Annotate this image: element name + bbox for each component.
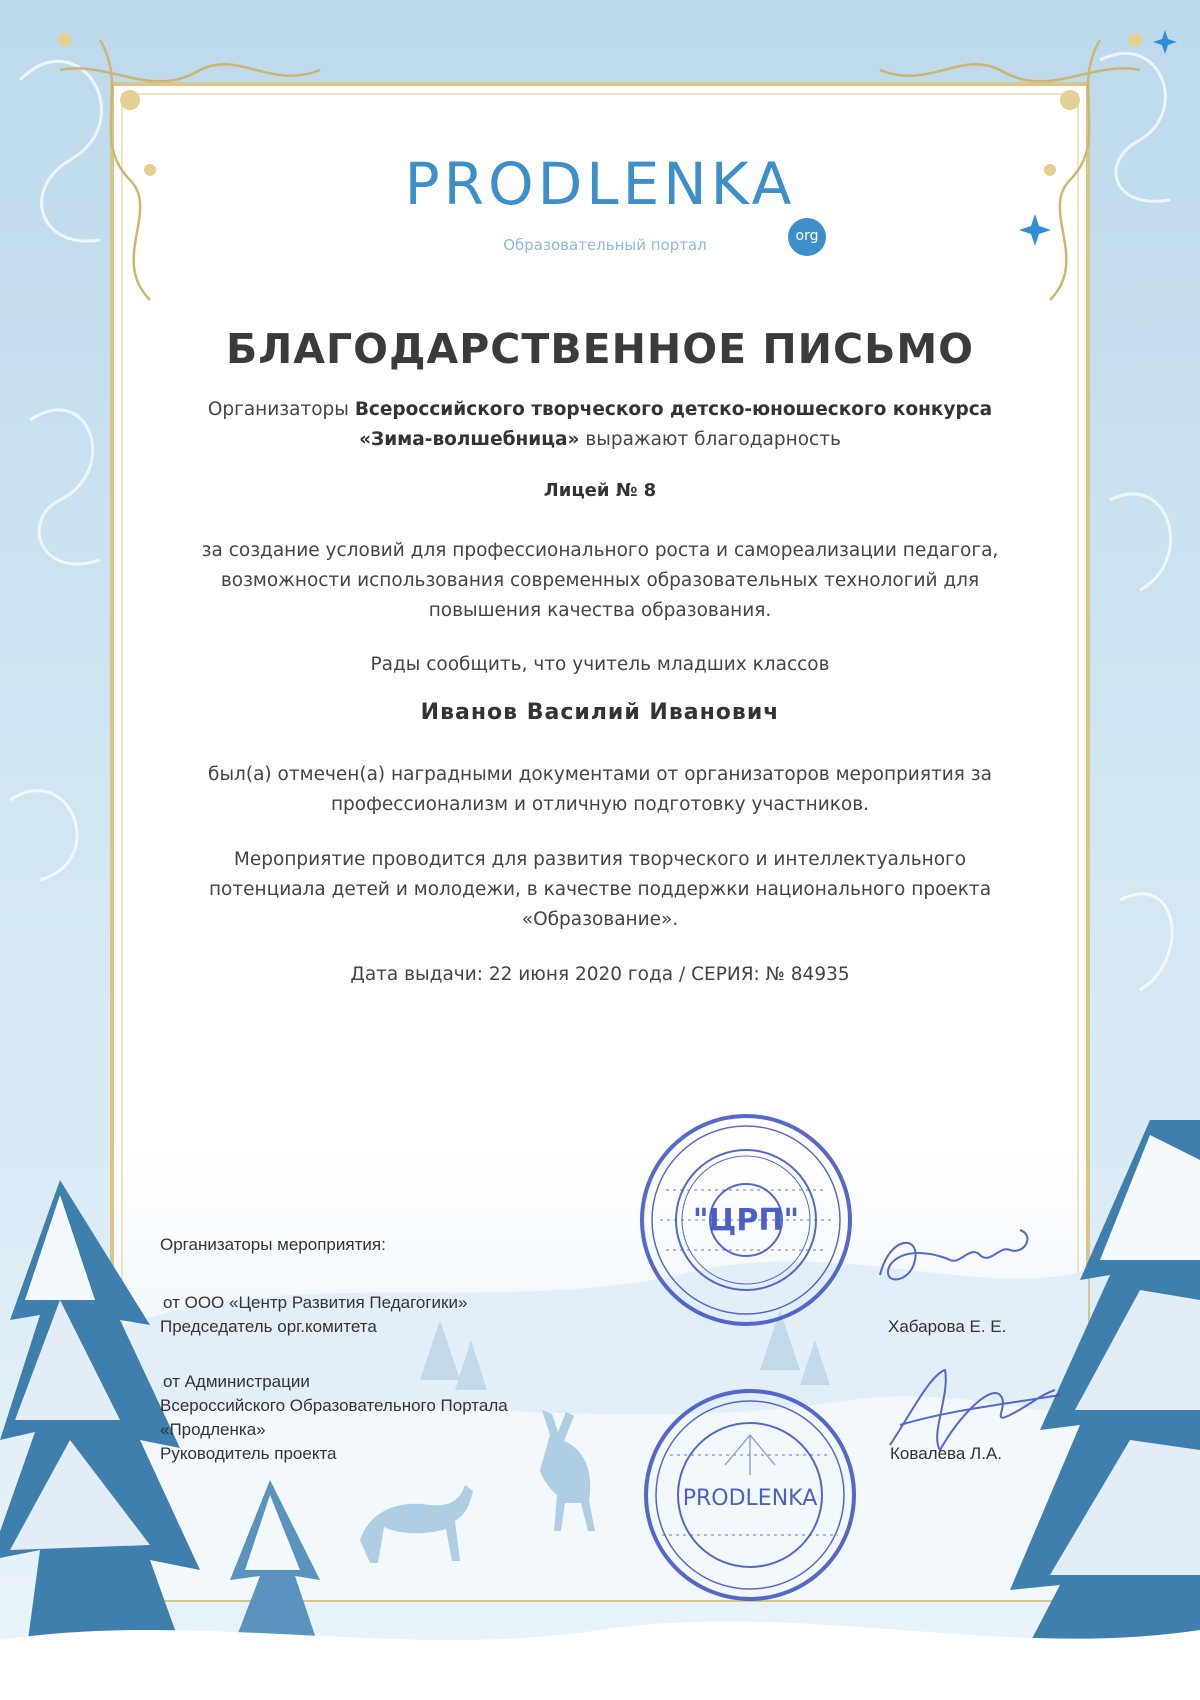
org2-signer: Ковалева Л.А. bbox=[890, 1444, 1002, 1463]
prodlenka-stamp-center: PRODLENKA bbox=[682, 1486, 818, 1511]
award-line: был(а) отмечен(а) наградными документами от организаторов мероприятия за bbox=[208, 764, 992, 785]
intro-paragraph bbox=[150, 395, 1050, 455]
reason-line: повышения качества образования. bbox=[428, 600, 772, 621]
recipient-organization: Лицей № 8 bbox=[543, 480, 657, 501]
org-domain-badge: org bbox=[788, 218, 826, 256]
org2-line3: «Продленка» bbox=[160, 1420, 266, 1439]
intro-suffix: выражают благодарность bbox=[585, 429, 841, 450]
org2-line4: Руководитель проекта bbox=[160, 1444, 337, 1463]
org2-line2: Всероссийского Образовательного Портала bbox=[160, 1396, 508, 1415]
reason-line: за создание условий для профессионального роста и самореализации педагога, bbox=[201, 540, 999, 561]
contest-name-line1: Всероссийского творческого детско-юношеского конкурса bbox=[354, 399, 993, 420]
letter-title: БЛАГОДАРСТВЕННОЕ ПИСЬМО bbox=[225, 325, 974, 373]
intro-prefix: Организаторы bbox=[207, 399, 349, 420]
signature-khabarova bbox=[860, 1215, 1050, 1305]
award-line: профессионализм и отличную подготовку участников. bbox=[330, 794, 870, 815]
purpose-line: потенциала детей и молодежи, в качестве поддержки национального проекта bbox=[208, 879, 992, 900]
reason-paragraph bbox=[150, 536, 1050, 626]
purpose-paragraph bbox=[150, 845, 1050, 935]
purpose-line: «Образование». bbox=[521, 909, 679, 930]
org1-line1: от ООО «Центр Развития Педагогики» bbox=[163, 1293, 468, 1312]
org1-signer: Хабарова Е. Е. bbox=[888, 1317, 1007, 1336]
teacher-name: Иванов Василий Иванович bbox=[420, 700, 780, 725]
announce-text: Рады сообщить, что учитель младших классов bbox=[370, 654, 830, 675]
logo-tagline: Образовательный портал bbox=[503, 236, 707, 254]
prodlenka-logo: PRODLENKA bbox=[404, 150, 796, 218]
issue-date-series: Дата выдачи: 22 июня 2020 года / СЕРИЯ: № 84935 bbox=[350, 964, 850, 985]
org1-line2: Председатель орг.комитета bbox=[160, 1317, 377, 1336]
award-paragraph bbox=[150, 760, 1050, 820]
crp-stamp-center: "ЦРП" bbox=[692, 1203, 800, 1238]
organizers-heading: Организаторы мероприятия: bbox=[160, 1235, 386, 1254]
crp-stamp bbox=[636, 1110, 856, 1330]
purpose-line: Мероприятие проводится для развития творческого и интеллектуального bbox=[233, 849, 967, 870]
contest-name-line2: «Зима-волшебница» bbox=[359, 429, 580, 450]
prodlenka-stamp bbox=[640, 1385, 860, 1605]
reason-line: возможности использования современных образовательных технологий для bbox=[220, 570, 980, 591]
org2-line1: от Администрации bbox=[163, 1372, 310, 1391]
